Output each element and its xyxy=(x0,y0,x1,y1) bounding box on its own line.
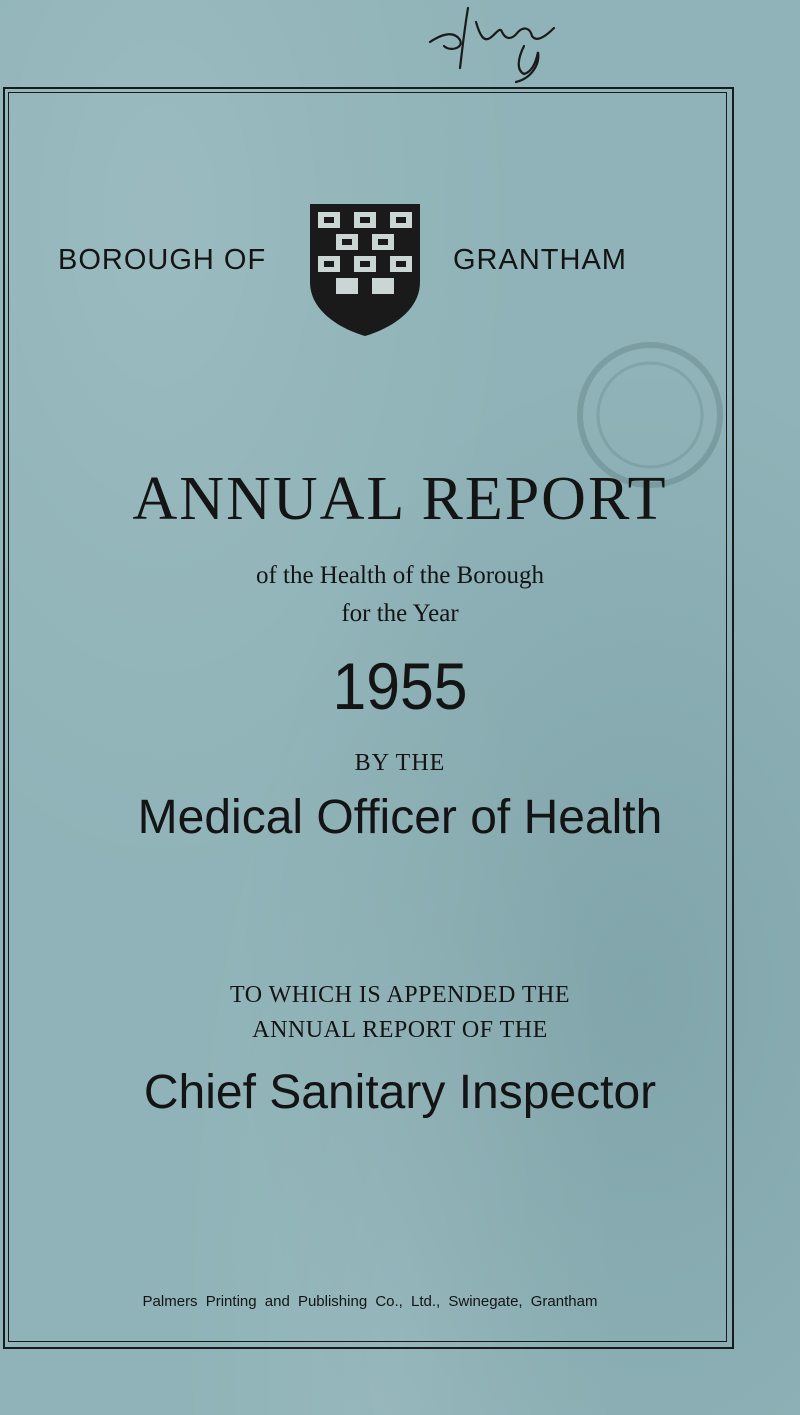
report-title: ANNUAL REPORT xyxy=(132,465,668,533)
borough-of-label: BOROUGH OF xyxy=(58,244,267,276)
subtitle-line-1: of the Health of the Borough xyxy=(255,562,545,589)
by-the-label: BY THE xyxy=(354,750,446,776)
printer-imprint: Palmers Printing and Publishing Co., Ltd., Swinegate, Grantham xyxy=(142,1293,598,1310)
appended-line-2: ANNUAL REPORT OF THE xyxy=(252,1017,548,1043)
officer-title: Medical Officer of Health xyxy=(137,791,663,844)
borough-name: GRANTHAM xyxy=(453,244,627,276)
subtitle-line-2: for the Year xyxy=(341,600,459,627)
inspector-title: Chief Sanitary Inspector xyxy=(143,1066,657,1119)
appended-line-1: TO WHICH IS APPENDED THE xyxy=(229,982,571,1008)
borough-crest-icon xyxy=(300,198,430,338)
report-year: 1955 xyxy=(332,649,468,723)
handwritten-annotation xyxy=(420,2,570,84)
